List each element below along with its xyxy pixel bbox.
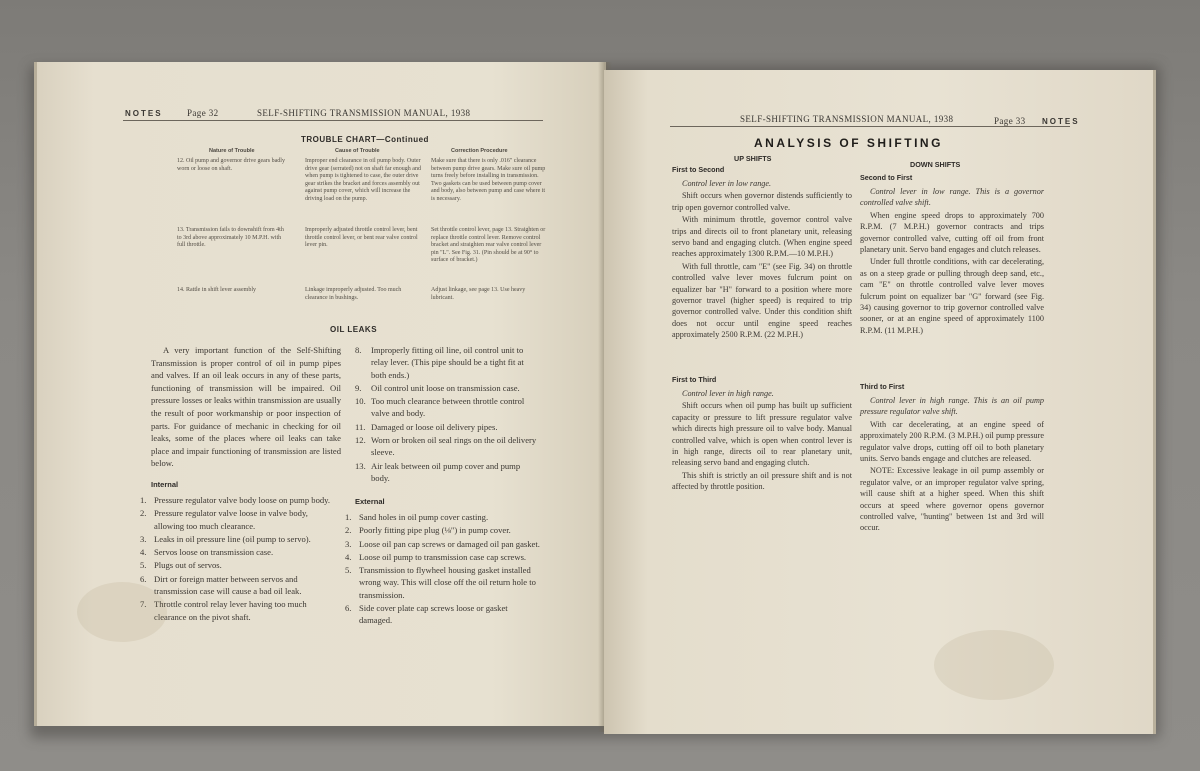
list-item: 8. Improperly fitting oil line, oil control unit to relay lever. (This pipe should be a tight fit at both ends.) bbox=[355, 345, 524, 380]
list-item: 9. Oil control unit loose on transmission case. bbox=[355, 382, 520, 393]
row13-nature: 13. Transmission fails to downshift from 4th to 3rd above approximately 10 M.P.H. with full throttle. bbox=[177, 227, 284, 249]
first-to-second-heading: First to Second bbox=[672, 165, 725, 174]
list-item: 13. Air leak between oil pump cover and pump body. bbox=[355, 460, 521, 483]
row13-correction: Set throttle control lever, page 13. Straighten or replace throttle control lever. Remove control bracket and straighten rear valve control lever pin "L". See Fig. 31. (Pin should be at 90° to surface of bracket.) bbox=[431, 227, 546, 264]
list-item: 3. Leaks in oil pressure line (oil pump to servo). bbox=[140, 533, 311, 544]
internal-list-continued bbox=[355, 344, 541, 485]
oil-leaks-intro bbox=[151, 344, 341, 471]
list-item: 6. Side cover plate cap screws loose or gasket damaged. bbox=[345, 603, 508, 626]
up-shifts-heading: UP SHIFTS bbox=[734, 154, 772, 163]
list-item: 5. Plugs out of servos. bbox=[140, 560, 222, 571]
left-page bbox=[34, 62, 606, 726]
list-item: 3. Loose oil pan cap screws or damaged oil pan gasket. bbox=[345, 538, 540, 549]
col-nature-heading: Nature of Trouble bbox=[209, 148, 255, 154]
right-notes-label: NOTES bbox=[1042, 117, 1080, 126]
list-item: 1. Pressure regulator valve body loose on pump body. bbox=[140, 495, 331, 505]
external-list bbox=[345, 511, 541, 628]
row14-cause: Linkage improperly adjusted. Too much clearance in bushings. bbox=[305, 287, 402, 301]
first-to-third-body: Control lever in high range. Shift occurs when oil pump has built up sufficient capacity or pressure to lift pressure regulator valve which directs high pressure oil to valve body. Manual controlled valve, which is open when control lever is in high range, directs oil to rear planetary unit, releasing servo band and engaging clutch. This shift is strictly an oil pressure shift and is not affected by throttle position. bbox=[672, 389, 852, 492]
down-shifts-heading: DOWN SHIFTS bbox=[910, 160, 961, 169]
external-heading: External bbox=[355, 497, 385, 506]
list-item: 11. Damaged or loose oil delivery pipes. bbox=[355, 421, 498, 432]
first-to-third-heading: First to Third bbox=[672, 375, 717, 384]
left-page-number: Page 32 bbox=[187, 108, 219, 118]
row12-correction: Make sure that there is only .016" clearance between pump drive gears. Make sure oil pump turns freely before installing in transmission. Two gaskets can be used between pump cover and body, also between pump and case where it is necessary. bbox=[431, 158, 546, 202]
row14-nature: 14. Rattle in shift lever assembly bbox=[177, 287, 256, 293]
oil-leaks-intro-text: A very important function of the Self-Shifting Transmission is proper control of oil in pump pipes and valves. If an oil leak occurs in any of these parts, functioning of transmission will be impaired. Oil pressure losses or leaks within transmission are usually the result of poor workmanship or poor inspection of parts. For guidance of mechanic in checking for oil leaks, some of the places where oil leaks can take place and impair functioning of transmission are listed below. bbox=[151, 345, 341, 469]
left-header-rule bbox=[123, 120, 543, 121]
right-header-rule bbox=[670, 126, 1070, 127]
col-correction-heading: Correction Procedure bbox=[451, 148, 508, 154]
list-item: 5. Transmission to flywheel housing gasket installed wrong way. This will close off the oil return hole to transmission. bbox=[345, 565, 536, 600]
second-to-first-heading: Second to First bbox=[860, 173, 913, 182]
trouble-chart-title: TROUBLE CHART—Continued bbox=[301, 135, 429, 144]
row12-cause: Improper end clearance in oil pump body. Outer drive gear (serrated) not on shaft far enough and when pump is tightened to case, the outer drive gear strikes the bracket and forces assembly out against pump cover, which will increase the driving load on the pump. bbox=[305, 158, 421, 202]
row12-nature: 12. Oil pump and governor drive gears badly worn or loose on shaft. bbox=[177, 158, 285, 172]
list-item: 6. Dirt or foreign matter between servos and transmission case will cause a bad oil leak. bbox=[140, 573, 302, 597]
left-running-title: SELF-SHIFTING TRANSMISSION MANUAL, 1938 bbox=[257, 108, 471, 118]
row13-cause: Improperly adjusted throttle control lever, bent throttle control lever, or bent rear valve control lever pin. bbox=[305, 227, 418, 249]
list-item: 4. Servos loose on transmission case. bbox=[140, 547, 274, 558]
right-page-number: Page 33 bbox=[994, 116, 1026, 126]
list-item: 10. Too much clearance between throttle control valve and body. bbox=[355, 396, 525, 419]
list-item: 4. Loose oil pump to transmission case cap screws. bbox=[345, 551, 527, 562]
analysis-title: ANALYSIS OF SHIFTING bbox=[754, 136, 943, 150]
list-item: 7. Throttle control relay lever having too much clearance on the pivot shaft. bbox=[140, 599, 307, 622]
third-to-first-body: Control lever in high range. This is an oil pump pressure regulator valve shift. With car decelerating, at an engine speed of approximately 200 R.P.M. (3 M.P.H.) oil pump pressure regulator valve drops, cutting off oil to both planetary units. Servo bands engage and clutches are released. NOTE: Excessive leakage in oil pump assembly or regulator valve, or an improper regulator valve spring, will cause shift at a higher speed. When this shift occurs at speed where governor opens governor controlled valve, "hunting" between 1st and 3rd will occur. bbox=[860, 396, 1044, 533]
row14-correction: Adjust linkage, see page 13. Use heavy lubricant. bbox=[431, 287, 526, 301]
right-running-title: SELF-SHIFTING TRANSMISSION MANUAL, 1938 bbox=[740, 114, 954, 124]
paper-stain bbox=[77, 582, 167, 642]
oil-leaks-title: OIL LEAKS bbox=[330, 325, 378, 334]
first-to-second-body: Control lever in low range. Shift occurs when governor distends sufficiently to trip open governor controlled valve. With minimum throttle, governor control valve trips and directs oil to front planetary unit, releasing servo band and engaging clutch. (When engine speed reaches approximately 1300 R.P.M.—10 M.P.H.) With full throttle, cam "E" (see Fig. 34) on throttle controlled valve lever moves fulcrum point on equalizer bar "H" forward to a position where more governor travel (higher speed) is required to trip governor controlled valve. Under this condition shift does not occur until engine speed reaches approximately 2500 R.P.M. (22 M.P.H.) bbox=[672, 179, 852, 340]
list-item: 2. Poorly fitting pipe plug (⅛") in pump cover. bbox=[345, 525, 511, 536]
list-item: 12. Worn or broken oil seal rings on the oil delivery sleeve. bbox=[355, 435, 537, 458]
internal-list bbox=[140, 494, 340, 624]
list-item: 1. Sand holes in oil pump cover casting. bbox=[345, 512, 489, 522]
left-notes-label: NOTES bbox=[125, 109, 163, 118]
list-item: 2. Pressure regulator valve loose in valve body, allowing too much clearance. bbox=[140, 508, 308, 531]
second-to-first-body: Control lever in low range. This is a governor controlled valve shift. When engine speed drops to approximately 700 R.P.M. (7 M.P.H.) governor contracts and trips governor controlled valve, cutting off oil from front planetary unit. Servo band engages and clutch releases. Under full throttle conditions, with car decelerating, as on a steep grade or pulling through deep sand, etc., cam "E" on throttle controlled valve lever moves fulcrum point on equalizer bar "G" forward (see Fig. 34) causing governor to trip governor controlled valve sooner, or at an engine speed of approximately 1100 R.P.M. (11 M.P.H.) bbox=[860, 187, 1044, 335]
col-cause-heading: Cause of Trouble bbox=[335, 148, 380, 154]
third-to-first-heading: Third to First bbox=[860, 382, 905, 391]
paper-stain bbox=[934, 630, 1054, 700]
internal-heading: Internal bbox=[151, 480, 179, 489]
right-page bbox=[604, 70, 1156, 734]
